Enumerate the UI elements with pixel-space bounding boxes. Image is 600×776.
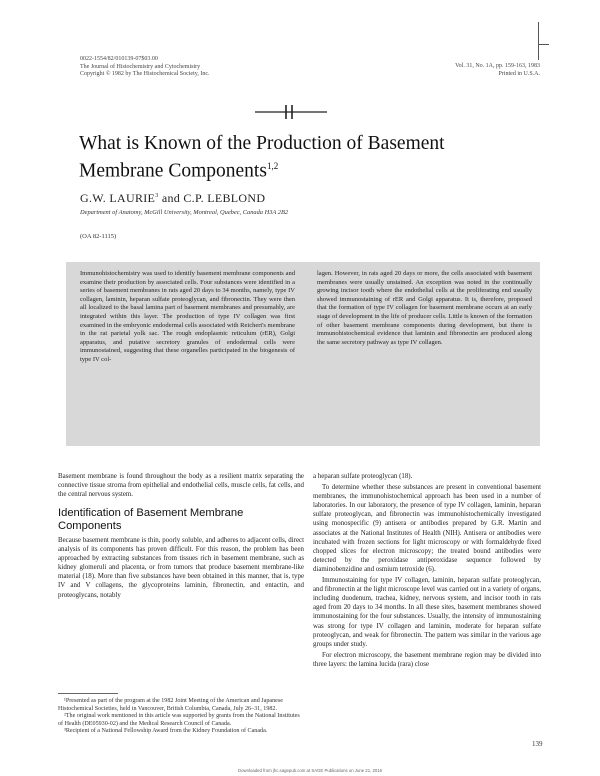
volume-info: Vol. 31, No. 1A, pp. 159-163, 1983 bbox=[455, 63, 540, 69]
author-1: G.W. LAURIE bbox=[80, 191, 156, 205]
journal-volume bbox=[436, 63, 540, 78]
footnote-1: ¹Presented as part of the program at the 1982 Joint Meeting of the American and Japanese Histochemical Societies, held in Vancouver, British Columbia, Canada, July 26–31, 1982. bbox=[58, 698, 283, 712]
section-paragraph: Because basement membrane is thin, poorly soluble, and adheres to adjacent cells, direct analysis of its components has proven difficult. For this reason, the problem has been approached by extracting substances from tissues rich in basement membrane, such as kidney glomeruli and placenta, or from tumors that produce basement membrane-like material (18). More than five substances have been obtained in this manner, that is, type IV and V collagens, the glycoproteins laminin, fibronectin, and entactin, and proteoglycans, notably bbox=[58, 537, 304, 599]
author-line bbox=[80, 191, 265, 206]
download-note: Downloaded from jhc.sagepub.com at SAGE Publications on June 21, 2016 bbox=[238, 768, 383, 773]
journal-issn: 0022-1554/82/010139-07$03.00 bbox=[80, 56, 158, 62]
abstract-column-2: lagen. However, in rats aged 20 days or more, the cells associated with basement membranes were usually unstained. An exception was noted in the continually growing incisor tooth where the endothelial cells at the proliferating end usually showed immunostaining of rER and Golgi apparatus. It is, therefore, proposed that the formation of type IV collagen for basement membrane occurs at an early stage of development in the life of producer cells. Little is known of the formation of other basement membrane components during development, but there is immunohistochemical evidence that laminin and fibronectin are produced along the same secretory pathway as type IV collagen. bbox=[317, 270, 532, 346]
crop-mark bbox=[538, 44, 549, 45]
ornament-divider-icon bbox=[255, 104, 327, 120]
article-title bbox=[79, 132, 539, 183]
abstract-column-1: Immunohistochemistry was used to identify basement membrane components and examine their production by associated cells. Four substances were identified in a series of basement membranes in rats aged 20 days to 34 months, namely, type IV collagen, laminin, heparan sulfate proteoglycan, and fibronectin. They were then all localized to the basal lamina part of basement membranes and presumably, are integrated within this layer. The production of type IV collagen was first examined in the embryonic endodermal cells associated with Reichert's membrane in the rat parietal yolk sac. The rough endoplasmic reticulum (rER), Golgi apparatus, and putative secretory granules of endodermal cells were immunostained, suggesting that these organelles participated in the biogenesis of type IV col- bbox=[80, 270, 295, 363]
journal-copyright: Copyright © 1982 by The Histochemical Society, Inc. bbox=[80, 71, 210, 77]
journal-header bbox=[80, 56, 210, 79]
title-footnote-marks: 1,2 bbox=[266, 161, 279, 171]
footnote-2: ²The original work mentioned in this article was supported by grants from the National Institutes of Health (DE05930-02) and the Medical Research Council of Canada. bbox=[58, 713, 300, 727]
journal-name: The Journal of Histochemistry and Cytochemistry bbox=[80, 63, 201, 70]
footnote-rule bbox=[58, 693, 118, 694]
right-column bbox=[313, 472, 541, 671]
abstract-box bbox=[66, 262, 540, 446]
footnote-3: ³Recipient of a National Fellowship Award from the Kidney Foundation of Canada. bbox=[64, 728, 268, 735]
right-paragraph-1: a heparan sulfate proteoglycan (18). bbox=[313, 473, 413, 480]
title-line-2: Membrane Components$^{1,2}$ bbox=[79, 160, 279, 182]
intro-paragraph: Basement membrane is found throughout the body as a resilient matrix separating the connective tissue stroma from epithelial and endothelial cells, muscle cells, fat cells, and the central nervous system. bbox=[58, 473, 304, 499]
title-line-1: What is Known of the Production of Basement bbox=[79, 133, 445, 154]
right-paragraph-2: To determine whether these substances are present in conventional basement membranes, the immunohistochemical approach has been used in a number of laboratories. In our laboratory, the presence of type IV collagen, laminin, heparan sulfate proteoglycan, and fibronectin was immunohistochemically investigated using monospecific (9) antisera or antibodies prepared by G.R. Martin and associates at the National Institutes of Health (NIH). Antisera or antibodies were incubated with frozen sections for light microscopy or with formaldehyde fixed chopped slices for electron microscopy; the treated bound antibodies were detected by the peroxidase antiperoxidase sequence followed by diaminobenzidine and osmium tetroxide (6). bbox=[313, 484, 541, 573]
printed-in: Printed in U.S.A. bbox=[498, 70, 540, 77]
right-paragraph-3: Immunostaining for type IV collagen, laminin, heparan sulfate proteoglycan, and fibronectin at the light microscope level was carried out in a variety of organs, including duodenum, trachea, kidney, nervous system, and incisor tooth in rats aged from 20 days to 34 months. In all these sites, basement membranes showed immunostaining for the four substances. Usually, the intensity of immunostaining was strong for type IV collagen and laminin, moderate for heparan sulfate proteoglycan, and weak for fibronectin. The pattern was similar in the various age groups under study. bbox=[313, 577, 541, 648]
page-number: 139 bbox=[532, 740, 543, 748]
crop-mark bbox=[538, 22, 539, 60]
section-heading: Identification of Basement Membrane Components bbox=[58, 507, 244, 532]
right-paragraph-4: For electron microscopy, the basement membrane region may be divided into three layers: the lamina lucida (rara) close bbox=[313, 651, 541, 668]
received-code: (OA 82-1115) bbox=[80, 233, 117, 240]
author-1-footnote: 3 bbox=[155, 193, 159, 199]
author-2: C.P. LEBLOND bbox=[183, 191, 266, 205]
footnotes bbox=[58, 698, 304, 736]
affiliation: Department of Anatomy, McGill University, Montreal, Quebec, Canada H3A 2B2 bbox=[80, 209, 289, 216]
author-conjunction: and bbox=[161, 191, 181, 205]
